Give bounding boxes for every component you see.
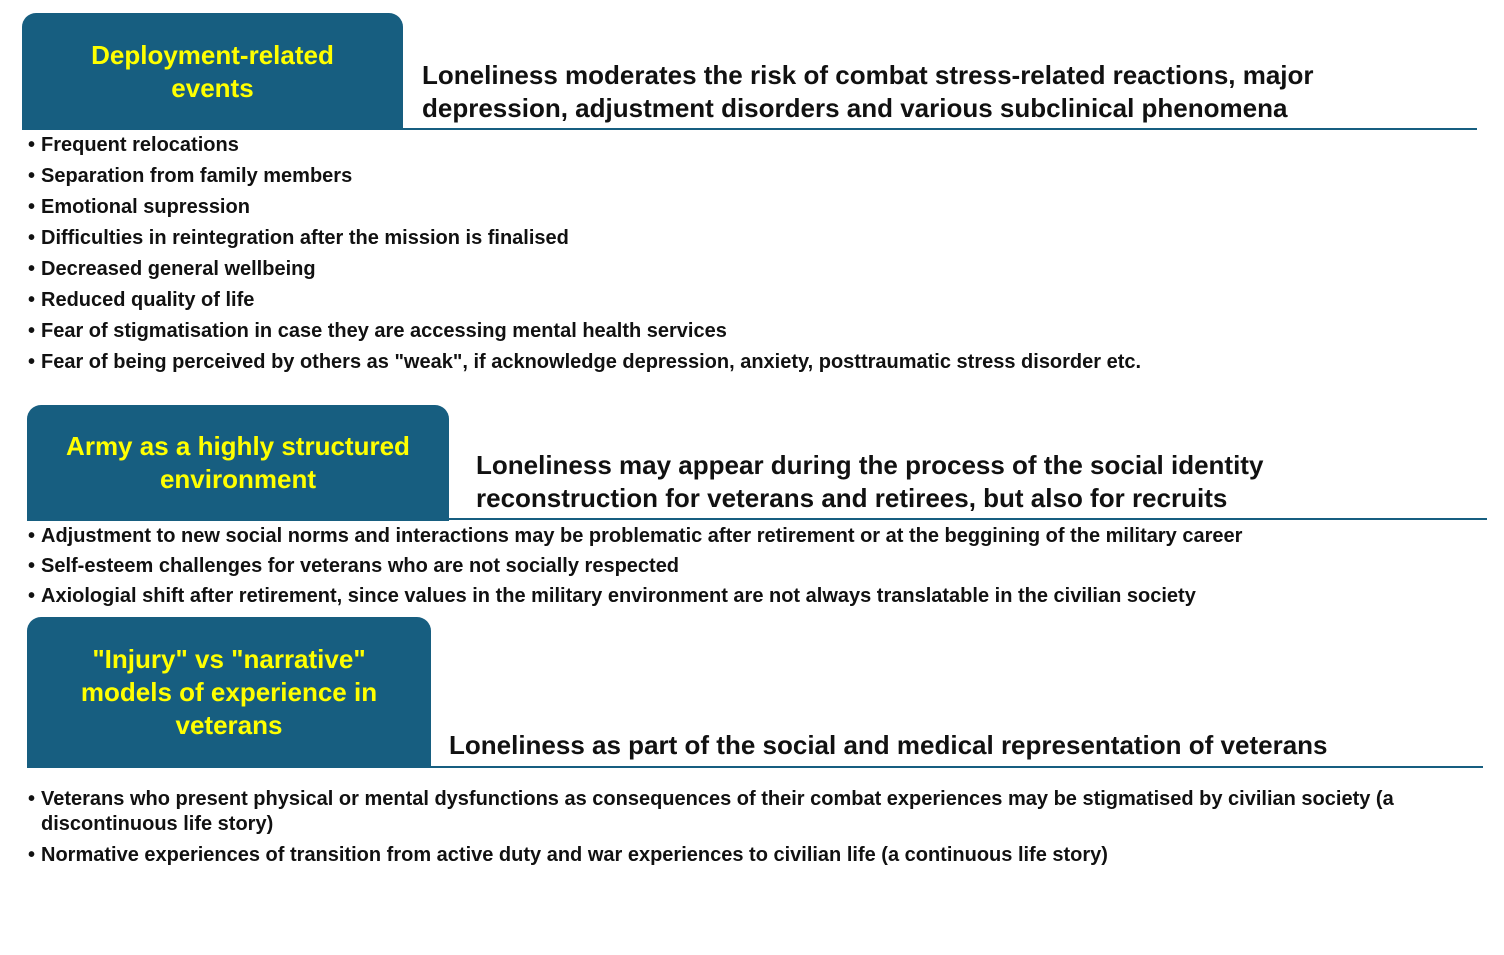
section-3-title: "Injury" vs "narrative" models of experience in veterans [80, 644, 378, 740]
section-1-title: Deployment-related events [91, 39, 334, 103]
section-3-tab [27, 617, 431, 768]
bullet-icon: • [28, 134, 36, 156]
section-2-bullet-list [28, 524, 1242, 614]
section-1-tab [22, 13, 403, 130]
section-2-title: Army as a highly structured environment [66, 431, 410, 494]
section-3-bullet-list [28, 787, 1478, 874]
section-2-headline: Loneliness may appear during the process of the social identity reconstruction for veterans and retirees, but also for recruits [476, 450, 1264, 513]
section-3-headline: Loneliness as part of the social and medical representation of veterans [449, 730, 1328, 760]
bullet-item: • Fear of being perceived by others as "weak", if acknowledge depression, anxiety, posttraumatic stress disorder etc. [28, 351, 1142, 373]
bullet-item: • Reduced quality of life [28, 289, 255, 311]
section-2-tab [27, 405, 449, 521]
bullet-item: • Axiologial shift after retirement, since values in the military environment are not always translatable in the civilian society [28, 585, 1196, 607]
bullet-item: • Separation from family members [28, 165, 353, 187]
bullet-icon: • [28, 289, 36, 311]
section-2-divider [27, 518, 1487, 520]
bullet-icon: • [28, 196, 36, 218]
bullet-item: • Difficulties in reintegration after the mission is finalised [28, 227, 569, 249]
bullet-item: • Frequent relocations [28, 134, 239, 156]
bullet-icon: • [28, 258, 36, 280]
bullet-icon: • [28, 788, 36, 810]
bullet-item: • Veterans who present physical or mental dysfunctions as consequences of their combat experiences may be stigmatised by civilian society (a discontinuous life story) [28, 788, 1394, 835]
bullet-item: • Fear of stigmatisation in case they are accessing mental health services [28, 320, 727, 342]
bullet-icon: • [28, 351, 36, 373]
bullet-item: • Self-esteem challenges for veterans who are not socially respected [28, 555, 680, 577]
bullet-item: • Emotional supression [28, 196, 250, 218]
section-1-headline: Loneliness moderates the risk of combat stress-related reactions, major depression, adjustment disorders and various subclinical phenomena [422, 60, 1314, 123]
bullet-item: • Decreased general wellbeing [28, 258, 316, 280]
bullet-icon: • [28, 585, 36, 607]
bullet-icon: • [28, 555, 36, 577]
bullet-icon: • [28, 844, 36, 866]
section-3-divider [27, 766, 1483, 768]
section-1-bullet-list [28, 133, 1141, 381]
bullet-icon: • [28, 165, 36, 187]
section-1-divider [22, 128, 1477, 130]
bullet-icon: • [28, 227, 36, 249]
bullet-item: • Normative experiences of transition from active duty and war experiences to civilian life (a continuous life story) [28, 844, 1108, 866]
bullet-item: • Adjustment to new social norms and interactions may be problematic after retirement or at the beggining of the military career [28, 525, 1243, 547]
bullet-icon: • [28, 525, 36, 547]
bullet-icon: • [28, 320, 36, 342]
